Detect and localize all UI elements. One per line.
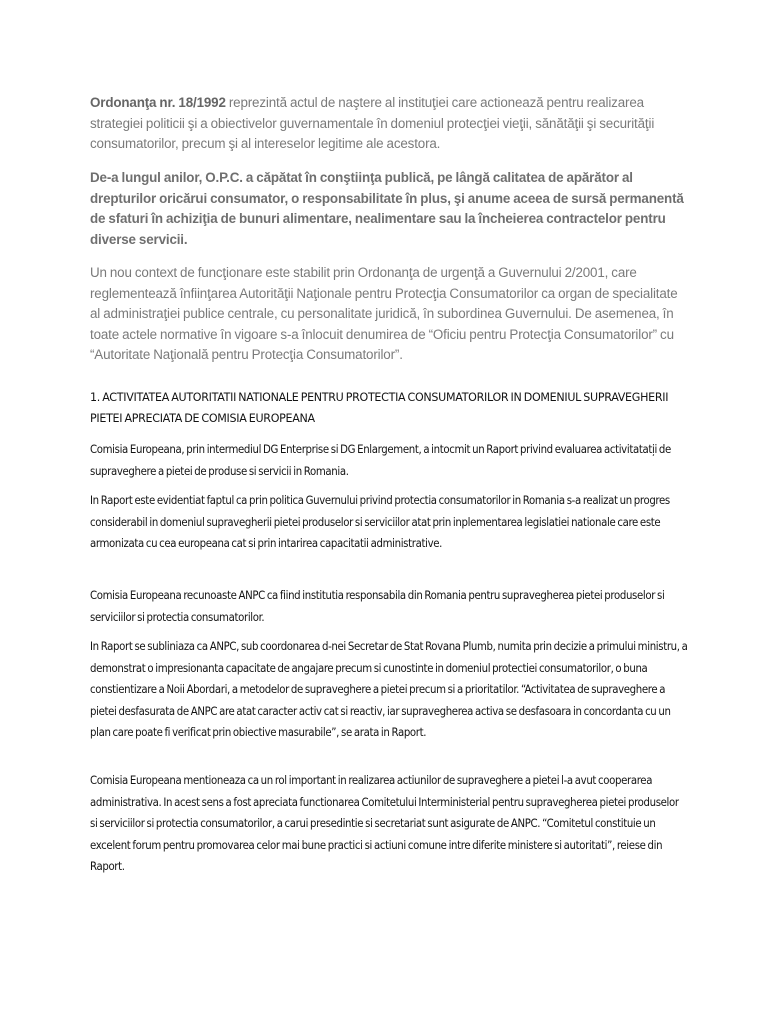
paragraph-report-progress: In Raport este evidentiat faptul ca prin politica Guvernului privind protectia consumatorilor in Romania s-a realizat un progres considerabil in domeniul supravegherii pietei produselor si serviciilor atat prin inplementarea legislatiei nationale care este armonizata cu cea europeana cat si prin intarirea capacitatii administrative. xyxy=(90,494,670,551)
paragraph-anpc-capacity: In Raport se subliniaza ca ANPC, sub coordonarea d-nei Secretar de Stat Rovana Plumb, numita prin decizie a primului ministru, a demonstrat o impresionanta capacitate de angajare precum si cunostinte in domeniul protectiei consumatorilor, o buna constientizare a Noii Abordari, a metodelor de supraveghere a pietei precum si a prioritatilor. “Activitatea de supraveghere a pietei desfasurata de ANPC are atat caracter activ cat si reactiv, iar supravegherea activa se desfasoara in concordanta cu un plan care poate fi verificat prin obiective masurabile”, se arata in Raport. xyxy=(90,640,688,740)
ordonanta-reference: Ordonanţa nr. 18/1992 xyxy=(90,95,226,110)
paragraph-new-context: Un nou context de funcţionare este stabilit prin Ordonanţa de urgenţă a Guvernului 2/2001, care reglementează înfiinţarea Autorităţii Naţionale pentru Protecţia Consumatorilor ca organ de specialitate al administraţiei publice centrale, cu personalitate juridică, în subordinea Guvernului. De asemenea, în toate actele normative în vigoare s-a înlocuit denumirea de “Oficiu pentru Protecţia Consumatorilor” cu “Autoritate Naţională pentru Protecţia Consumatorilor”. xyxy=(90,265,678,362)
paragraph-text: reprezintă actul de naştere al instituţiei care actionează pentru realizarea strategiei politicii şi a obiectivelor guvernamentale în domeniul protecţiei vieţii, sănătăţii şi securităţii consumatorilor, precum şi al intereselor legitime ale acestora. xyxy=(90,95,655,151)
paragraph-anpc-recognized: Comisia Europeana recunoaste ANPC ca fiind institutia responsabila din Romania pentru supravegherea pietei produselor si serviciilor si protectia consumatorilor. xyxy=(90,589,665,624)
section-heading: 1. ACTIVITATEA AUTORITATII NATIONALE PENTRU PROTECTIA CONSUMATORILOR IN DOMENIUL SUPRAVEGHERII PIETEI APRECIATA DE COMISIA EUROPEANA xyxy=(90,391,669,425)
paragraph-opc-history: De-a lungul anilor, O.P.C. a căpătat în conştiinţa publică, pe lângă calitatea de apărător al drepturilor oricărui consumator, o responsabilitate în plus, şi anume aceea de sursă permanentă de sfaturi în achiziţia de bunuri alimentare, nealimentare sau la încheierea contractelor pentru diverse servicii. xyxy=(90,170,684,247)
paragraph-commission-report: Comisia Europeana, prin intermediul DG Enterprise si DG Enlargement, a intocmit un Raport privind evaluarea activitatati̦i de supraveghere a pietei de produse si servicii in Romania. xyxy=(90,443,671,478)
paragraph-administrative-cooperation: Comisia Europeana mentioneaza ca un rol important in realizarea actiunilor de supraveghere a pietei l-a avut cooperarea administrativa. In acest sens a fost apreciata functionarea Comitetului Interministerial pentru supravegherea pietei produselor si serviciilor si protectia consumatorilor, a carui presedintie si secretariat sunt asigurate de ANPC. “Comitetul constituie un excelent forum pentru promovarea celor mai bune practici si actiuni comune intre diferite ministere si autoritati”, reiese din Raport. xyxy=(90,774,679,874)
paragraph-ordonanta-1992 xyxy=(90,93,690,155)
